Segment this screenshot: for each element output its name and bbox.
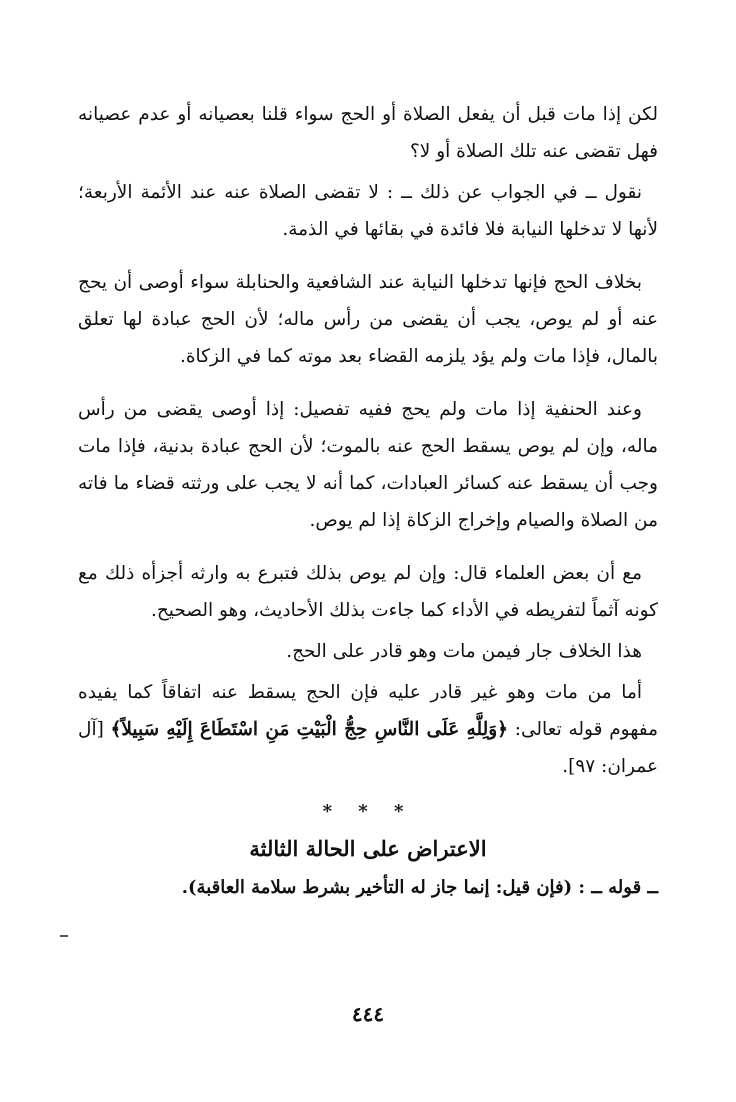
margin-mark bbox=[60, 935, 68, 937]
paragraph-5: مع أن بعض العلماء قال: وإن لم يوص بذلك فتبرع به وارثه أجزأه ذلك مع كونه آثماً لتفريطه في الأداء كما جاءت بذلك الأحاديث، وهو الصحيح. bbox=[78, 563, 658, 621]
paragraph-1: لكن إذا مات قبل أن يفعل الصلاة أو الحج سواء قلنا بعصيانه أو عدم عصيانه فهل تقضى عنه تلك الصلاة أو لا؟ bbox=[78, 104, 658, 162]
section-heading: الاعتراض على الحالة الثالثة bbox=[249, 836, 487, 861]
verse-reference: [آل عمران: ٩٧]. bbox=[78, 719, 658, 777]
section-separator: * * * bbox=[322, 801, 414, 822]
objection-line: ــ قوله ــ : (فإن قيل: إنما جاز له التأخير بشرط سلامة العاقبة). bbox=[181, 877, 658, 898]
paragraph-3: بخلاف الحج فإنها تدخلها النيابة عند الشافعية والحنابلة سواء أوصى أن يحج عنه أو لم يوص، يجب أن يقضى من رأس ماله؛ لأن الحج عبادة لها تعلق بالمال، فإذا مات ولم يؤد يلزمه القضاء بعد موته كما في الزكاة. bbox=[78, 272, 658, 367]
paragraph-6: هذا الخلاف جار فيمن مات وهو قادر على الحج. bbox=[286, 641, 642, 662]
paragraph-2: نقول ــ في الجواب عن ذلك ــ : لا تقضى الصلاة عنه عند الأئمة الأربعة؛ لأنها لا تدخلها النيابة فلا فائدة في بقائها في الذمة. bbox=[78, 182, 658, 240]
page-body bbox=[78, 96, 658, 905]
quran-verse: ﴿وَلِلَّهِ عَلَى النَّاسِ حِجُّ الْبَيْتِ مَنِ اسْتَطَاعَ إِلَيْهِ سَبِيلاً﴾ bbox=[110, 719, 508, 740]
paragraph-7 bbox=[78, 674, 658, 785]
paragraph-4: وعند الحنفية إذا مات ولم يحج ففيه تفصيل: إذا أوصى يقضى من رأس ماله، وإن لم يوص يسقط الحج عنه بالموت؛ لأن الحج عبادة بدنية، فإذا مات وجب أن يسقط عنه كسائر العبادات، كما أنه لا يجب على ورثته قضاء ما فاته من الصلاة والصيام وإخراج الزكاة إذا لم يوص. bbox=[78, 399, 658, 531]
paragraph-7-text: أما من مات وهو غير قادر عليه فإن الحج يسقط عنه اتفاقاً كما يفيده مفهوم قوله تعالى: bbox=[78, 682, 659, 740]
page-number: ٤٤٤ bbox=[351, 1002, 385, 1026]
